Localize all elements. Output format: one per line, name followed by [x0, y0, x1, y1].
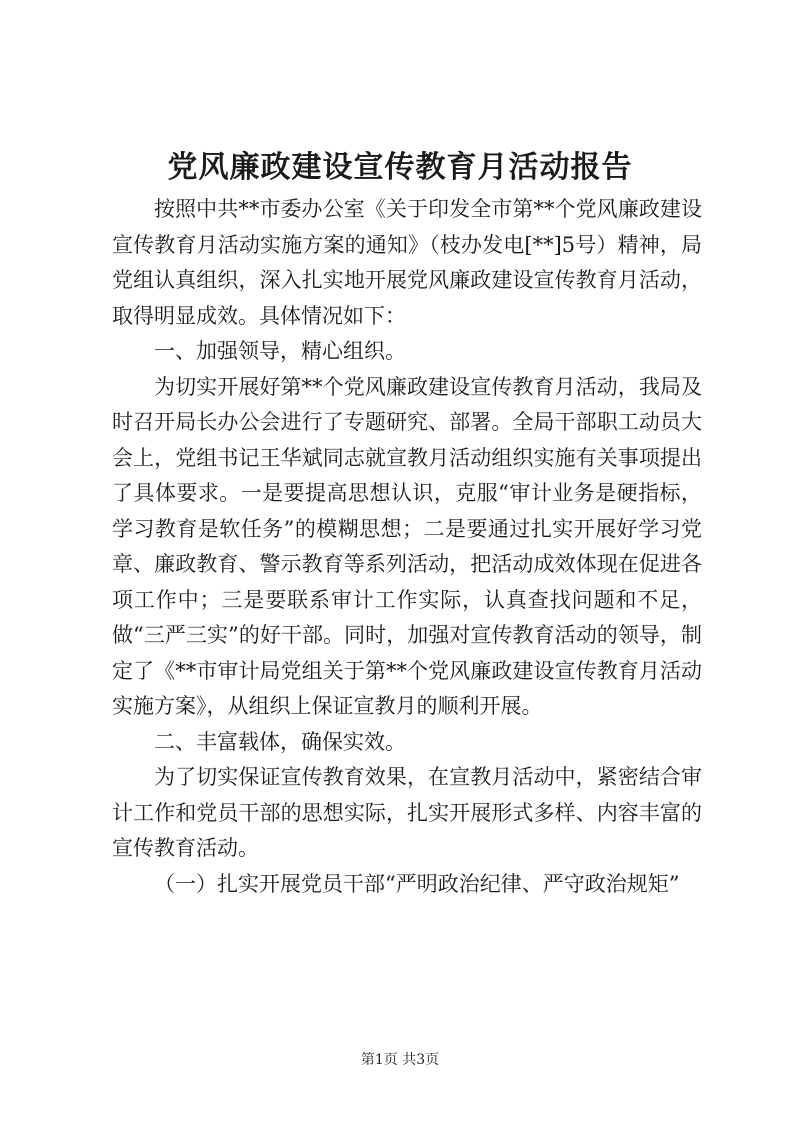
section-heading-2: 二、丰富载体，确保实效。 [154, 729, 406, 754]
document-title: 党风廉政建设宣传教育月活动报告 [167, 150, 633, 185]
section-heading-1: 一、加强领导，精心组织。 [154, 339, 406, 363]
document-body [112, 192, 702, 902]
paragraph-section-2: 为了切实保证宣传教育效果，在宣教月活动中，紧密结合审计工作和党员干部的思想实际，扎实开展形式多样、内容丰富的宣传教育活动。 [112, 765, 702, 860]
page-footer: 第1页 共3页 [360, 1052, 440, 1068]
paragraph-section-1: 为切实开展好第**个党风廉政建设宣传教育月活动，我局及时召开局长办公会进行了专题研究、部署。全局干部职工动员大会上，党组书记王华斌同志就宣教月活动组织实施有关事项提出了具体要求。一是要提高思想认识，克服“审计业务是硬指标，学习教育是软任务”的模糊思想；二是要通过扎实开展好学习党章、廉政教育、警示教育等系列活动，把活动成效体现在促进各项工作中；三是要联系审计工作实际，认真查找问题和不足，做“三严三实”的好干部。同时，加强对宣传教育活动的领导，制定了《**市审计局党组关于第**个党风廉政建设宣传教育月活动实施方案》，从组织上保证宣教月的顺利开展。 [112, 374, 702, 718]
subsection-heading-1: （一）扎实开展党员干部“严明政治纪律、严守政治规矩” [154, 871, 680, 896]
paragraph-intro: 按照中共**市委办公室《关于印发全市第**个党风廉政建设宣传教育月活动实施方案的通知》（枝办发电[**]5号）精神，局党组认真组织，深入扎实地开展党风廉政建设宣传教育月活动，取得明显成效。具体情况如下： [112, 197, 702, 328]
